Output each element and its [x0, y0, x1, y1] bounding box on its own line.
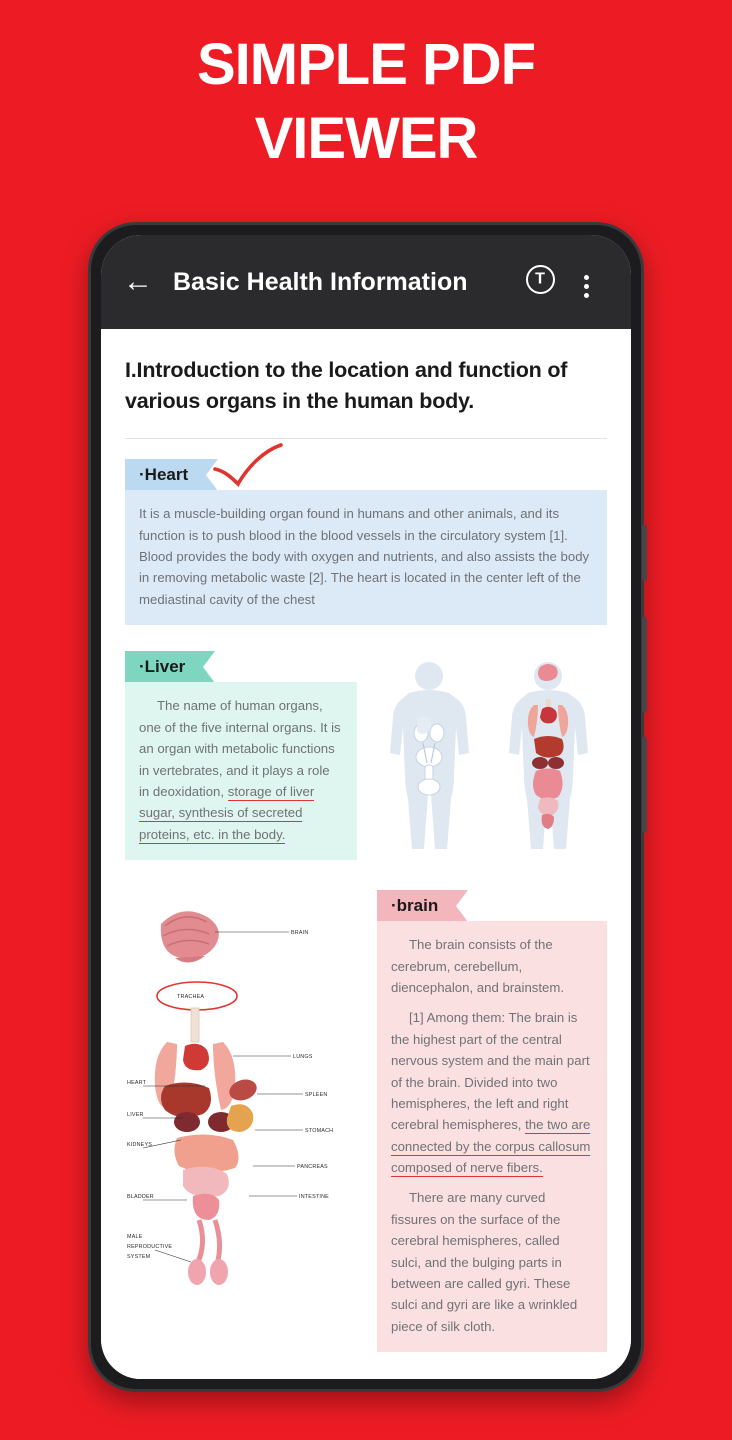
svg-text:BRAIN: BRAIN	[291, 930, 309, 937]
full-organ-silhouette	[496, 659, 600, 859]
promo-line-1: SIMPLE PDF	[196, 32, 536, 97]
section-liver	[125, 651, 357, 860]
svg-text:HEART: HEART	[127, 1080, 147, 1087]
svg-text:SPLEEN: SPLEEN	[305, 1092, 328, 1099]
promo-headline	[0, 28, 732, 176]
mid-band	[125, 651, 607, 860]
svg-text:STOMACH: STOMACH	[305, 1128, 334, 1135]
section-tag-brain: ·brain	[377, 890, 468, 921]
svg-text:KIDNEYS: KIDNEYS	[127, 1142, 153, 1149]
red-check-annotation	[211, 443, 285, 487]
paragraph: There are many curved fissures on the surface of the cerebral hemispheres, called sulci, and the bulging parts in between are called gyri. These sulci and gyri are like a wrinkled piece of silk cloth.	[391, 1190, 578, 1334]
svg-text:MALE: MALE	[127, 1234, 143, 1241]
lower-band	[125, 890, 607, 1352]
svg-text:SYSTEM: SYSTEM	[127, 1254, 151, 1261]
svg-text:INTESTINE: INTESTINE	[299, 1194, 329, 1201]
section-body-heart	[125, 490, 607, 625]
arrow-left-icon[interactable]: ←	[123, 265, 153, 298]
more-vertical-icon[interactable]	[563, 267, 609, 298]
phone-mockup	[88, 222, 644, 1392]
phone-button-mute	[642, 525, 647, 581]
text-circle-icon[interactable]	[517, 265, 563, 299]
red-underline-annotation: storage of liver sugar, synthesis of secreted proteins, etc. in the body.	[139, 783, 315, 842]
section-heart	[125, 459, 607, 490]
heading-divider	[125, 438, 607, 439]
organ-diagram-svg	[125, 890, 363, 1320]
svg-text:TRACHEA: TRACHEA	[177, 994, 205, 1001]
svg-text:REPRODUCTIVE: REPRODUCTIVE	[127, 1244, 173, 1251]
paragraph: The name of human organs, one of the five internal organs. It is an organ with metabolic functions in vertebrates, and it plays a role in deoxidation, storage of liver sugar, synthesis of secreted proteins, etc. in the body.	[139, 698, 341, 842]
urinary-system-silhouette	[377, 659, 481, 859]
red-underline-annotation: the two are connected by the corpus callosum composed of nerve fibers.	[391, 1117, 591, 1176]
paragraph: [1] Among them: The brain is the highest part of the central nervous system and the main part of the brain. Divided into two hemispheres, the left and right cerebral hemispheres, the two are connected by the corpus callosum composed of nerve fibers.	[391, 1010, 591, 1176]
paragraph: The brain consists of the cerebrum, cerebellum, diencephalon, and brainstem.	[391, 937, 565, 996]
svg-text:LUNGS: LUNGS	[293, 1054, 313, 1061]
phone-button-power	[642, 737, 647, 833]
paragraph: It is a muscle-building organ found in humans and other animals, and its function is to push blood in the blood vessels in the circulatory system [1]. Blood provides the body with oxygen and nutrients, and also assists the body in removing metabolic waste [2]. The heart is located in the center left of the mediastinal cavity of the chest	[139, 506, 590, 607]
pdf-document-view[interactable]	[101, 329, 631, 1379]
section-brain	[377, 890, 607, 1352]
phone-button-volume	[642, 617, 647, 713]
section-tag-liver: ·Liver	[125, 651, 215, 682]
section-tag-heart: ·Heart	[125, 459, 218, 490]
svg-text:BLADDER: BLADDER	[127, 1194, 154, 1201]
svg-text:LIVER: LIVER	[127, 1112, 144, 1119]
promo-line-2: VIEWER	[254, 106, 478, 172]
app-bar	[101, 235, 631, 329]
page-title: Basic Health Information	[173, 267, 468, 296]
human-organ-diagram	[125, 890, 363, 1352]
phone-screen	[101, 235, 631, 1379]
svg-text:PANCREAS: PANCREAS	[297, 1164, 328, 1171]
section-body-liver	[125, 682, 357, 860]
document-heading: I.Introduction to the location and function of various organs in the human body.	[125, 358, 568, 413]
silhouette-figure	[369, 651, 607, 860]
section-body-brain	[377, 921, 607, 1352]
